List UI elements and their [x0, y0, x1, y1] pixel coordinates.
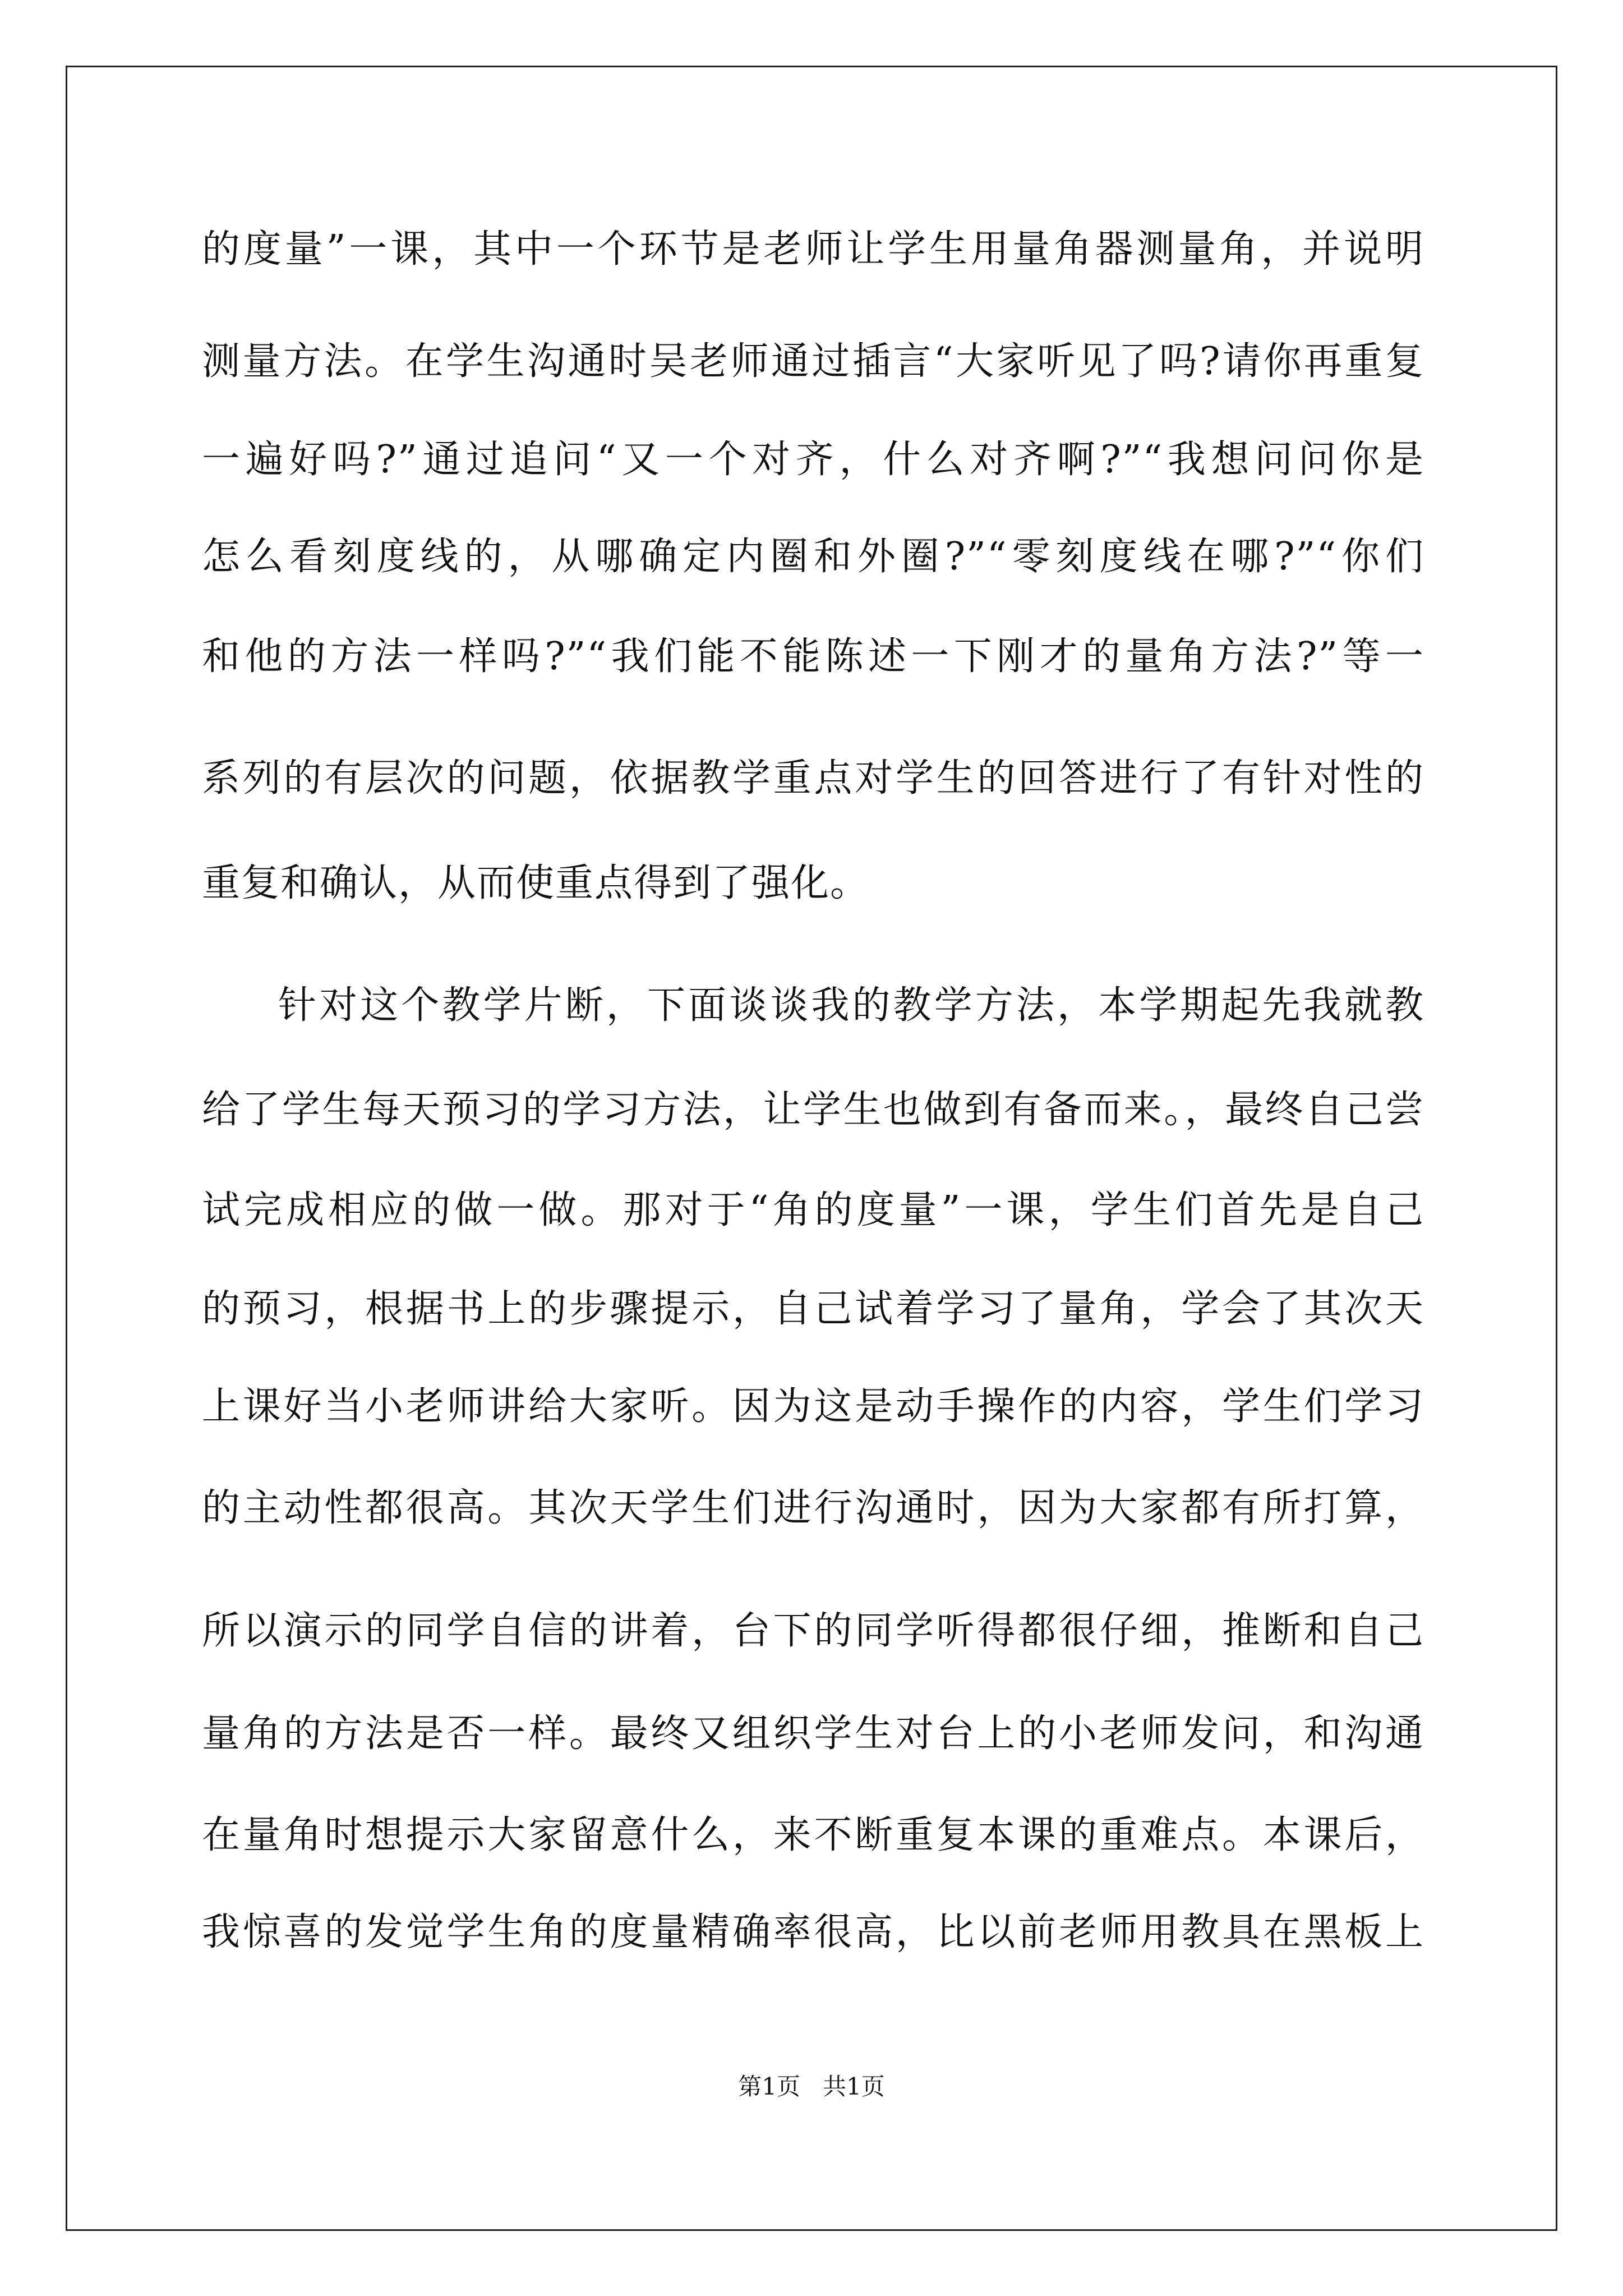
body-line-11: 的预习，根据书上的步骤提示，自己试着学习了量角，学会了其次天 — [202, 1287, 1424, 1331]
body-line-9: 给了学生每天预习的学习方法，让学生也做到有备而来。，最终自己尝 — [202, 1088, 1424, 1132]
body-line-3: 一遍好吗?”通过追问“又一个对齐，什么对齐啊?”“我想问问你是 — [202, 438, 1424, 482]
page-number-footer: 第1页 共1页 — [738, 2073, 885, 2100]
body-line-16: 在量角时想提示大家留意什么，来不断重复本课的重难点。本课后， — [202, 1813, 1424, 1857]
body-line-7: 重复和确认，从而使重点得到了强化。 — [202, 861, 870, 905]
body-line-8: 针对这个教学片断，下面谈谈我的教学方法，本学期起先我就教 — [278, 983, 1424, 1028]
body-line-14: 所以演示的同学自信的讲着，台下的同学听得都很仔细，推断和自己 — [202, 1609, 1424, 1653]
body-line-5: 和他的方法一样吗?”“我们能不能陈述一下刚才的量角方法?”等一 — [202, 634, 1424, 679]
body-line-10: 试完成相应的做一做。那对于“角的度量”一课，学生们首先是自己 — [202, 1188, 1424, 1232]
body-line-6: 系列的有层次的问题，依据教学重点对学生的回答进行了有针对性的 — [202, 756, 1424, 800]
body-line-1: 的度量”一课，其中一个环节是老师让学生用量角器测量角，并说明 — [202, 227, 1424, 272]
body-line-4: 怎么看刻度线的，从哪确定内圈和外圈?”“零刻度线在哪?”“你们 — [202, 535, 1424, 579]
body-line-13: 的主动性都很高。其次天学生们进行沟通时，因为大家都有所打算， — [202, 1486, 1424, 1530]
body-line-12: 上课好当小老师讲给大家听。因为这是动手操作的内容，学生们学习 — [202, 1384, 1424, 1429]
body-line-15: 量角的方法是否一样。最终又组织学生对台上的小老师发问，和沟通 — [202, 1711, 1424, 1756]
page-border — [66, 66, 1557, 2231]
body-line-2: 测量方法。在学生沟通时吴老师通过插言“大家听见了吗?请你再重复 — [202, 339, 1424, 384]
body-line-17: 我惊喜的发觉学生角的度量精确率很高，比以前老师用教具在黑板上 — [202, 1910, 1424, 1954]
